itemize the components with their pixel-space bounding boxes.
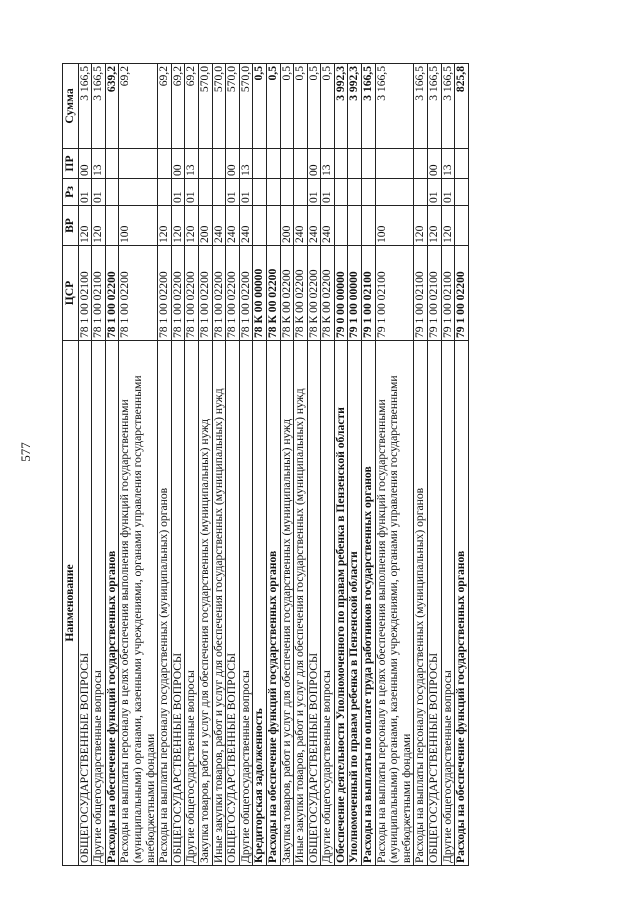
table-row (171, 64, 185, 866)
cell-name: Закупка товаров, работ и услуг для обеспечения государственных (муниципальных) нужд (280, 341, 294, 866)
cell-vr: 120 (92, 206, 106, 246)
cell-csr: 78 1 00 02200 (119, 246, 158, 341)
cell-vr: 240 (294, 206, 308, 246)
cell-sum: 0,5 (253, 64, 267, 149)
table-row (239, 64, 253, 866)
header-pr: ПР (63, 149, 79, 179)
cell-pr: 13 (92, 149, 106, 179)
cell-rz (253, 179, 267, 206)
cell-pr (362, 149, 376, 179)
cell-vr: 120 (441, 206, 455, 246)
table-row (428, 64, 442, 866)
cell-vr: 240 (212, 206, 226, 246)
table-row (226, 64, 240, 866)
cell-csr: 78 1 00 02200 (185, 246, 199, 341)
cell-vr: 100 (375, 206, 414, 246)
cell-pr (455, 149, 469, 179)
cell-rz (455, 179, 469, 206)
cell-name: Кредиторская задолженность (253, 341, 267, 866)
table-row (92, 64, 106, 866)
cell-name: Расходы на обеспечение функций государственных органов (455, 341, 469, 866)
cell-vr: 120 (78, 206, 92, 246)
cell-vr: 240 (226, 206, 240, 246)
header-rz: Рз (63, 179, 79, 206)
cell-pr: 13 (185, 149, 199, 179)
cell-rz (375, 179, 414, 206)
cell-csr: 79 1 00 02100 (441, 246, 455, 341)
header-sum: Сумма (63, 64, 79, 149)
cell-vr: 200 (198, 206, 212, 246)
cell-rz: 01 (78, 179, 92, 206)
cell-name: Другие общегосударственные вопросы (321, 341, 335, 866)
table-row (334, 64, 348, 866)
cell-pr: 13 (321, 149, 335, 179)
cell-sum: 69,2 (119, 64, 158, 149)
cell-name: Иные закупки товаров, работ и услуг для обеспечения государственных (муниципальных) нужд (294, 341, 308, 866)
table-row (294, 64, 308, 866)
cell-csr: 78 1 00 02200 (158, 246, 172, 341)
cell-rz (158, 179, 172, 206)
cell-csr: 78 К 00 02200 (307, 246, 321, 341)
cell-rz (280, 179, 294, 206)
cell-rz (414, 179, 428, 206)
table-row (185, 64, 199, 866)
header-vr: ВР (63, 206, 79, 246)
cell-pr (119, 149, 158, 179)
cell-rz (294, 179, 308, 206)
cell-rz (119, 179, 158, 206)
cell-sum: 0,5 (321, 64, 335, 149)
cell-name: Расходы на обеспечение функций государственных органов (266, 341, 280, 866)
table-header-row (63, 64, 79, 866)
cell-csr: 78 1 00 02200 (212, 246, 226, 341)
cell-rz (334, 179, 348, 206)
cell-sum: 570,0 (198, 64, 212, 149)
cell-csr: 78 1 00 02100 (92, 246, 106, 341)
cell-name: Другие общегосударственные вопросы (92, 341, 106, 866)
cell-csr: 78 1 00 02200 (239, 246, 253, 341)
cell-sum: 3 166,5 (414, 64, 428, 149)
cell-csr: 79 1 00 02100 (362, 246, 376, 341)
cell-name: Расходы на выплаты персоналу государственных (муниципальных) органов (158, 341, 172, 866)
cell-vr (362, 206, 376, 246)
cell-sum: 69,2 (171, 64, 185, 149)
cell-rz (362, 179, 376, 206)
cell-name: Закупка товаров, работ и услуг для обеспечения государственных (муниципальных) нужд (198, 341, 212, 866)
table-row (414, 64, 428, 866)
cell-vr: 120 (185, 206, 199, 246)
cell-sum: 3 166,5 (362, 64, 376, 149)
table-row (119, 64, 158, 866)
table-row (441, 64, 455, 866)
table-row (362, 64, 376, 866)
cell-vr: 120 (158, 206, 172, 246)
cell-csr: 78 1 00 02100 (78, 246, 92, 341)
cell-pr (294, 149, 308, 179)
table-row (348, 64, 362, 866)
cell-pr (212, 149, 226, 179)
table-row (375, 64, 414, 866)
table-row (78, 64, 92, 866)
cell-name: Другие общегосударственные вопросы (185, 341, 199, 866)
table-row (280, 64, 294, 866)
table-row (266, 64, 280, 866)
cell-pr: 00 (428, 149, 442, 179)
cell-name: Обеспечение деятельности Уполномоченного по правам ребенка в Пензенской области (334, 341, 348, 866)
cell-name: ОБЩЕГОСУДАРСТВЕННЫЕ ВОПРОСЫ (307, 341, 321, 866)
cell-pr (105, 149, 119, 179)
cell-pr: 00 (171, 149, 185, 179)
cell-csr: 79 1 00 00000 (348, 246, 362, 341)
cell-csr: 79 0 00 00000 (334, 246, 348, 341)
cell-csr: 78 1 00 02200 (226, 246, 240, 341)
cell-rz (348, 179, 362, 206)
cell-name: ОБЩЕГОСУДАРСТВЕННЫЕ ВОПРОСЫ (226, 341, 240, 866)
cell-pr: 00 (307, 149, 321, 179)
table-row (198, 64, 212, 866)
header-csr: ЦСР (63, 246, 79, 341)
cell-name: Расходы на выплаты персоналу в целях обеспечения выполнения функций государственными (муниципальными) органами, казенными учреждениями, органами управления государственными внебюджетными фондами (119, 341, 158, 866)
table-row (321, 64, 335, 866)
cell-sum: 570,0 (212, 64, 226, 149)
cell-pr (253, 149, 267, 179)
cell-csr: 79 1 00 02100 (428, 246, 442, 341)
cell-vr: 120 (171, 206, 185, 246)
budget-table (62, 63, 469, 866)
page-number: 577 (18, 442, 33, 462)
cell-vr: 100 (119, 206, 158, 246)
cell-name: Уполномоченный по правам ребенка в Пензенской области (348, 341, 362, 866)
cell-rz (266, 179, 280, 206)
table-row (307, 64, 321, 866)
cell-rz (105, 179, 119, 206)
cell-rz: 01 (226, 179, 240, 206)
cell-rz: 01 (185, 179, 199, 206)
cell-vr: 240 (307, 206, 321, 246)
cell-vr (334, 206, 348, 246)
cell-sum: 639,2 (105, 64, 119, 149)
table-row (158, 64, 172, 866)
cell-name: ОБЩЕГОСУДАРСТВЕННЫЕ ВОПРОСЫ (428, 341, 442, 866)
cell-rz (198, 179, 212, 206)
cell-rz: 01 (441, 179, 455, 206)
cell-pr (414, 149, 428, 179)
cell-csr: 79 1 00 02200 (455, 246, 469, 341)
budget-table-container (62, 64, 583, 866)
cell-sum: 570,0 (226, 64, 240, 149)
cell-vr (253, 206, 267, 246)
cell-csr: 78 К 00 02200 (294, 246, 308, 341)
cell-sum: 69,2 (158, 64, 172, 149)
cell-pr: 00 (78, 149, 92, 179)
table-row (253, 64, 267, 866)
cell-rz: 01 (171, 179, 185, 206)
cell-vr: 240 (321, 206, 335, 246)
table-body (78, 64, 468, 866)
cell-rz: 01 (239, 179, 253, 206)
cell-sum: 825,8 (455, 64, 469, 149)
cell-vr: 240 (239, 206, 253, 246)
cell-sum: 3 166,5 (441, 64, 455, 149)
cell-pr (334, 149, 348, 179)
cell-vr: 120 (414, 206, 428, 246)
cell-sum: 3 166,5 (92, 64, 106, 149)
cell-pr: 13 (239, 149, 253, 179)
cell-vr (105, 206, 119, 246)
cell-sum: 570,0 (239, 64, 253, 149)
cell-vr: 200 (280, 206, 294, 246)
cell-name: Расходы на обеспечение функций государственных органов (105, 341, 119, 866)
cell-pr (280, 149, 294, 179)
cell-sum: 0,5 (280, 64, 294, 149)
cell-name: ОБЩЕГОСУДАРСТВЕННЫЕ ВОПРОСЫ (171, 341, 185, 866)
cell-rz: 01 (307, 179, 321, 206)
cell-csr: 79 1 00 02100 (375, 246, 414, 341)
cell-sum: 3 166,5 (78, 64, 92, 149)
cell-name: Расходы на выплаты персоналу государственных (муниципальных) органов (414, 341, 428, 866)
cell-sum: 0,5 (294, 64, 308, 149)
table-row (212, 64, 226, 866)
cell-sum: 0,5 (307, 64, 321, 149)
cell-rz: 01 (428, 179, 442, 206)
cell-pr: 00 (226, 149, 240, 179)
cell-pr (375, 149, 414, 179)
cell-name: Другие общегосударственные вопросы (239, 341, 253, 866)
header-name: Наименование (63, 341, 79, 866)
cell-rz: 01 (321, 179, 335, 206)
cell-sum: 3 166,5 (375, 64, 414, 149)
table-row (105, 64, 119, 866)
table-row (455, 64, 469, 866)
cell-csr: 78 К 00 00000 (253, 246, 267, 341)
cell-sum: 3 992,3 (334, 64, 348, 149)
cell-vr (348, 206, 362, 246)
cell-vr (266, 206, 280, 246)
cell-name: Расходы на выплаты персоналу в целях обеспечения выполнения функций государственными (муниципальными) органами, казенными учреждениями, органами управления государственными внебюджетными фондами (375, 341, 414, 866)
cell-sum: 0,5 (266, 64, 280, 149)
cell-sum: 3 166,5 (428, 64, 442, 149)
cell-pr (348, 149, 362, 179)
cell-name: Расходы на выплаты по оплате труда работников государственных органов (362, 341, 376, 866)
cell-csr: 78 К 00 02200 (280, 246, 294, 341)
cell-name: Иные закупки товаров, работ и услуг для обеспечения государственных (муниципальных) нужд (212, 341, 226, 866)
cell-rz (212, 179, 226, 206)
cell-name: ОБЩЕГОСУДАРСТВЕННЫЕ ВОПРОСЫ (78, 341, 92, 866)
cell-csr: 78 1 00 02200 (198, 246, 212, 341)
cell-rz: 01 (92, 179, 106, 206)
cell-sum: 69,2 (185, 64, 199, 149)
cell-csr: 79 1 00 02100 (414, 246, 428, 341)
cell-pr (266, 149, 280, 179)
cell-csr: 78 1 00 02200 (105, 246, 119, 341)
cell-csr: 78 1 00 02200 (171, 246, 185, 341)
cell-pr (158, 149, 172, 179)
cell-vr (455, 206, 469, 246)
cell-sum: 3 992,3 (348, 64, 362, 149)
cell-csr: 78 К 00 02200 (321, 246, 335, 341)
cell-vr: 120 (428, 206, 442, 246)
cell-csr: 78 К 00 02200 (266, 246, 280, 341)
cell-name: Другие общегосударственные вопросы (441, 341, 455, 866)
cell-pr (198, 149, 212, 179)
cell-pr: 13 (441, 149, 455, 179)
